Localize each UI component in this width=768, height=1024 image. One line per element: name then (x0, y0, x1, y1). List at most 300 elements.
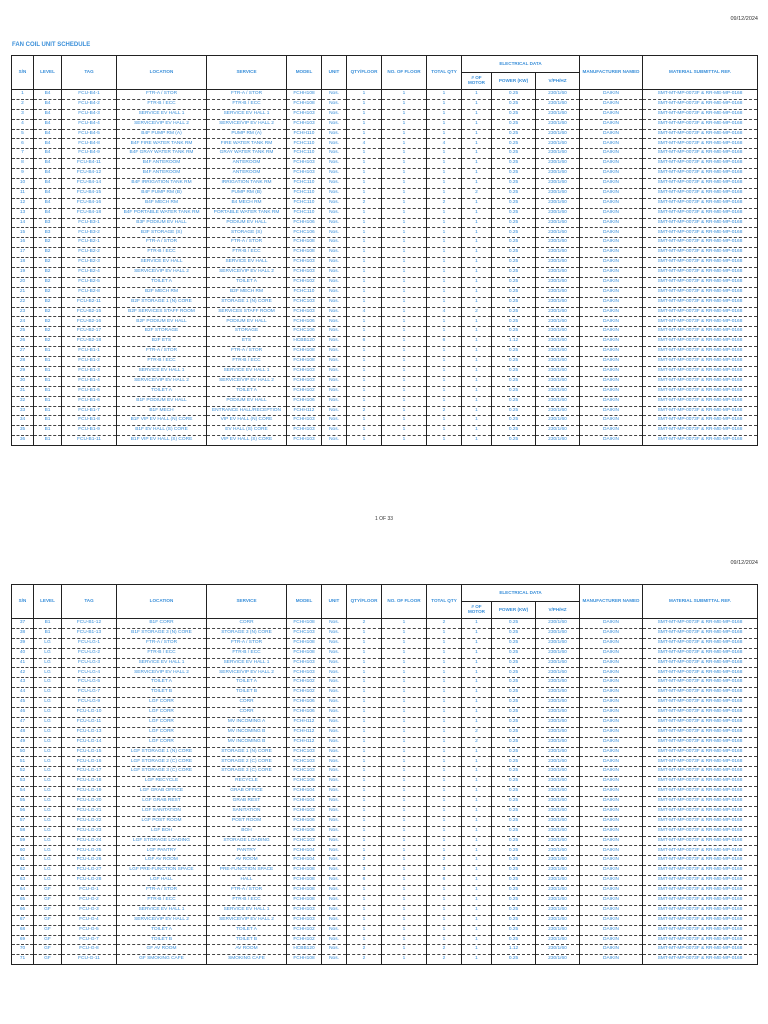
cell-vph: 230/1/60 (536, 757, 580, 767)
header-power: POWER (KW) (492, 602, 536, 619)
cell-unit: Nos. (322, 846, 347, 856)
cell-power: 0.25 (492, 90, 536, 100)
cell-sn: 12 (12, 198, 34, 208)
cell-service: FTR-A / STOR (207, 90, 287, 100)
cell-total-qty: 1 (427, 747, 462, 757)
table-row (12, 238, 758, 248)
cell-service: GRAB REST (207, 797, 287, 807)
cell-vph: 230/1/60 (536, 688, 580, 698)
cell-total-qty: 2 (427, 955, 462, 965)
cell-total-qty: 1 (427, 648, 462, 658)
cell-manufacturer: DAIKIN (580, 99, 643, 109)
cell-unit: Nos. (322, 787, 347, 797)
cell-tag: FCU-B2-5 (62, 277, 117, 287)
cell-service: PANTRY (207, 846, 287, 856)
table-row (12, 866, 758, 876)
cell-qty-floor: 1 (347, 238, 382, 248)
cell-service: CORR (207, 698, 287, 708)
cell-qty-floor: 1 (347, 277, 382, 287)
cell-tag: FCU-LG-16 (62, 757, 117, 767)
cell-sn: 50 (12, 747, 34, 757)
cell-no-floor: 1 (382, 426, 427, 436)
cell-qty-floor: 1 (347, 416, 382, 426)
cell-level: B1 (34, 357, 62, 367)
cell-service: TOILET A (207, 678, 287, 688)
cell-total-qty: 1 (427, 228, 462, 238)
cell-total-qty: 1 (427, 935, 462, 945)
cell-motor: 2 (462, 727, 492, 737)
cell-vph: 230/1/60 (536, 915, 580, 925)
cell-model: FCHH106 (287, 396, 322, 406)
cell-level: LG (34, 668, 62, 678)
cell-vph: 230/1/60 (536, 90, 580, 100)
cell-sn: 60 (12, 846, 34, 856)
cell-service: FTR-B / ECC (207, 895, 287, 905)
cell-motor: 1 (462, 856, 492, 866)
cell-unit: Nos. (322, 436, 347, 446)
cell-service: FTR-A / STOR (207, 347, 287, 357)
cell-vph: 230/1/60 (536, 406, 580, 416)
cell-sn: 25 (12, 327, 34, 337)
cell-service: ENTRANCE HALL/RECEPTION (207, 406, 287, 416)
cell-unit: Nos. (322, 198, 347, 208)
cell-vph: 230/1/60 (536, 169, 580, 179)
cell-manufacturer: DAIKIN (580, 757, 643, 767)
cell-motor: 1 (462, 228, 492, 238)
cell-level: B2 (34, 238, 62, 248)
cell-sn: 5 (12, 129, 34, 139)
cell-location: SERVICE EV HALL 1 (117, 905, 207, 915)
cell-location: FTR-A / STOR (117, 90, 207, 100)
cell-sn: 2 (12, 99, 34, 109)
cell-level: LG (34, 727, 62, 737)
cell-service: TOILET A (207, 386, 287, 396)
cell-power: 0.25 (492, 777, 536, 787)
cell-vph: 230/1/60 (536, 668, 580, 678)
cell-level: GF (34, 945, 62, 955)
cell-location: LGF STORAGE 3 (C) CORE (117, 767, 207, 777)
cell-no-floor: 1 (382, 228, 427, 238)
cell-tag: FCU-LG-26 (62, 856, 117, 866)
cell-unit: Nos. (322, 90, 347, 100)
cell-sn: 38 (12, 628, 34, 638)
cell-location: LGF STORAGE 1 (N) CORE (117, 747, 207, 757)
cell-tag: FCU-B2-11 (62, 297, 117, 307)
cell-service: HALL (207, 876, 287, 886)
cell-model: FCHC106 (287, 228, 322, 238)
cell-total-qty: 1 (427, 238, 462, 248)
cell-total-qty: 1 (427, 708, 462, 718)
cell-unit: Nos. (322, 406, 347, 416)
cell-vph: 230/1/60 (536, 787, 580, 797)
cell-motor: 1 (462, 787, 492, 797)
cell-model: FCHH106 (287, 317, 322, 327)
cell-service: STORAGE 3 (N) CORE (207, 628, 287, 638)
table-row (12, 787, 758, 797)
cell-level: B1 (34, 628, 62, 638)
table-row (12, 218, 758, 228)
cell-submittal: SMT-MT-MP-0073F & RR-ME-MP-0168 (643, 777, 758, 787)
cell-qty-floor: 1 (347, 159, 382, 169)
cell-manufacturer: DAIKIN (580, 406, 643, 416)
cell-qty-floor: 1 (347, 826, 382, 836)
table-row (12, 149, 758, 159)
cell-vph: 230/1/60 (536, 337, 580, 347)
cell-vph: 230/1/60 (536, 327, 580, 337)
header-location: LOCATION (117, 585, 207, 619)
cell-location: LGF GRAB REST (117, 797, 207, 807)
cell-sn: 55 (12, 797, 34, 807)
cell-model: FCHC110 (287, 179, 322, 189)
cell-power: 0.25 (492, 886, 536, 896)
cell-vph: 230/1/60 (536, 238, 580, 248)
cell-unit: Nos. (322, 268, 347, 278)
cell-total-qty: 1 (427, 416, 462, 426)
cell-submittal: SMT-MT-MP-0073F & RR-ME-MP-0168 (643, 90, 758, 100)
cell-motor: 1 (462, 248, 492, 258)
cell-vph: 230/1/60 (536, 658, 580, 668)
cell-service: PODIUM EV HALL (207, 218, 287, 228)
cell-tag: FCU-B4-2 (62, 99, 117, 109)
cell-unit: Nos. (322, 376, 347, 386)
cell-model: FCHH102 (287, 277, 322, 287)
cell-vph: 230/1/60 (536, 277, 580, 287)
cell-qty-floor: 1 (347, 797, 382, 807)
cell-location: TOILET A (117, 277, 207, 287)
cell-tag: FCU-B4-18 (62, 208, 117, 218)
cell-level: B1 (34, 436, 62, 446)
cell-power: 0.25 (492, 915, 536, 925)
cell-unit: Nos. (322, 99, 347, 109)
table-row (12, 119, 758, 129)
cell-service: ETS (207, 337, 287, 347)
cell-sn: 46 (12, 708, 34, 718)
cell-model: FCHH103 (287, 258, 322, 268)
cell-service: FTR-A / STOR (207, 238, 287, 248)
cell-no-floor: 1 (382, 436, 427, 446)
cell-no-floor: 1 (382, 396, 427, 406)
cell-motor: 1 (462, 945, 492, 955)
cell-motor: 1 (462, 119, 492, 129)
cell-no-floor: 1 (382, 777, 427, 787)
cell-qty-floor: 1 (347, 638, 382, 648)
cell-model: FCHH104 (287, 787, 322, 797)
cell-level: B1 (34, 406, 62, 416)
cell-service: TOILET A (207, 925, 287, 935)
cell-submittal: SMT-MT-MP-0073F & RR-ME-MP-0168 (643, 935, 758, 945)
cell-motor: 1 (462, 955, 492, 965)
cell-manufacturer: DAIKIN (580, 886, 643, 896)
header-unit: UNIT (322, 56, 347, 90)
table-row (12, 198, 758, 208)
cell-submittal: SMT-MT-MP-0073F & RR-ME-MP-0168 (643, 658, 758, 668)
cell-service: SERVICE EV HALL (207, 258, 287, 268)
cell-level: B2 (34, 297, 62, 307)
cell-manufacturer: DAIKIN (580, 159, 643, 169)
cell-submittal: SMT-MT-MP-0073F & RR-ME-MP-0168 (643, 327, 758, 337)
cell-total-qty: 1 (427, 806, 462, 816)
cell-level: B4 (34, 119, 62, 129)
cell-tag: FCU-B2-15 (62, 307, 117, 317)
cell-submittal: SMT-MT-MP-0073F & RR-ME-MP-0168 (643, 895, 758, 905)
cell-total-qty: 3 (427, 866, 462, 876)
cell-power: 0.25 (492, 708, 536, 718)
cell-manufacturer: DAIKIN (580, 767, 643, 777)
cell-power: 0.25 (492, 327, 536, 337)
cell-power: 0.25 (492, 198, 536, 208)
table-row (12, 945, 758, 955)
cell-power: 0.25 (492, 109, 536, 119)
cell-level: GF (34, 915, 62, 925)
cell-motor: 1 (462, 208, 492, 218)
cell-unit: Nos. (322, 109, 347, 119)
cell-unit: Nos. (322, 258, 347, 268)
table-row (12, 886, 758, 896)
cell-power: 0.25 (492, 619, 536, 629)
cell-model: FCHH103 (287, 159, 322, 169)
cell-power: 0.25 (492, 846, 536, 856)
cell-location: FTR-A / STOR (117, 638, 207, 648)
cell-manufacturer: DAIKIN (580, 277, 643, 287)
cell-power: 0.25 (492, 905, 536, 915)
cell-model: FCHH108 (287, 876, 322, 886)
header-level: LEVEL (34, 56, 62, 90)
cell-unit: Nos. (322, 169, 347, 179)
cell-level: B3 (34, 218, 62, 228)
cell-submittal: SMT-MT-MP-0073F & RR-ME-MP-0168 (643, 668, 758, 678)
cell-sn: 69 (12, 935, 34, 945)
cell-service: STORAGE 2 (C) CORE (207, 757, 287, 767)
cell-vph: 230/1/60 (536, 856, 580, 866)
table-row (12, 307, 758, 317)
cell-qty-floor: 2 (347, 955, 382, 965)
cell-level: B1 (34, 426, 62, 436)
cell-location: B2F MECH RM (117, 287, 207, 297)
cell-no-floor: 1 (382, 159, 427, 169)
cell-unit: Nos. (322, 658, 347, 668)
cell-tag: FCU-B4-16 (62, 198, 117, 208)
cell-manufacturer: DAIKIN (580, 816, 643, 826)
cell-no-floor: 1 (382, 757, 427, 767)
cell-power: 0.25 (492, 895, 536, 905)
cell-location: B1F PODIUM EV HALL (117, 396, 207, 406)
cell-motor: 1 (462, 638, 492, 648)
cell-level: B4 (34, 139, 62, 149)
cell-submittal: SMT-MT-MP-0073F & RR-ME-MP-0168 (643, 386, 758, 396)
cell-level: B2 (34, 327, 62, 337)
cell-no-floor: 1 (382, 747, 427, 757)
cell-location: SERVICE EV HALL 1 (117, 658, 207, 668)
cell-model: FCHH103 (287, 436, 322, 446)
cell-submittal: SMT-MT-MP-0073F & RR-ME-MP-0168 (643, 317, 758, 327)
cell-motor: 1 (462, 139, 492, 149)
cell-motor: 1 (462, 836, 492, 846)
table-row (12, 327, 758, 337)
cell-total-qty: 1 (427, 357, 462, 367)
cell-no-floor: 1 (382, 876, 427, 886)
cell-motor: 1 (462, 376, 492, 386)
cell-no-floor: 1 (382, 945, 427, 955)
cell-vph: 230/1/60 (536, 119, 580, 129)
cell-location: FTR-B / ECC (117, 357, 207, 367)
cell-qty-floor: 1 (347, 935, 382, 945)
cell-unit: Nos. (322, 708, 347, 718)
cell-qty-floor: 1 (347, 717, 382, 727)
cell-model: FCHH108 (287, 886, 322, 896)
cell-qty-floor: 1 (347, 179, 382, 189)
cell-sn: 61 (12, 856, 34, 866)
cell-level: LG (34, 648, 62, 658)
cell-no-floor: 1 (382, 238, 427, 248)
cell-manufacturer: DAIKIN (580, 268, 643, 278)
cell-location: B2F STORAGE (117, 327, 207, 337)
cell-no-floor: 1 (382, 628, 427, 638)
cell-qty-floor: 1 (347, 317, 382, 327)
cell-level: B2 (34, 337, 62, 347)
cell-model: FCHH102 (287, 678, 322, 688)
cell-total-qty: 1 (427, 90, 462, 100)
cell-submittal: SMT-MT-MP-0073F & RR-ME-MP-0168 (643, 337, 758, 347)
cell-no-floor: 1 (382, 836, 427, 846)
cell-manufacturer: DAIKIN (580, 628, 643, 638)
cell-vph: 230/1/60 (536, 347, 580, 357)
cell-qty-floor: 1 (347, 109, 382, 119)
cell-tag: FCU-B4-8 (62, 139, 117, 149)
cell-power: 0.25 (492, 727, 536, 737)
cell-vph: 230/1/60 (536, 648, 580, 658)
cell-sn: 4 (12, 119, 34, 129)
table-row (12, 139, 758, 149)
cell-motor: 1 (462, 628, 492, 638)
cell-manufacturer: DAIKIN (580, 188, 643, 198)
cell-total-qty: 1 (427, 757, 462, 767)
table-row (12, 386, 758, 396)
cell-service: FTR-A / STOR (207, 638, 287, 648)
cell-location: B1F EV HALL (S) CORE (117, 426, 207, 436)
cell-power: 0.25 (492, 935, 536, 945)
cell-submittal: SMT-MT-MP-0073F & RR-ME-MP-0168 (643, 628, 758, 638)
cell-no-floor: 1 (382, 638, 427, 648)
cell-power: 0.25 (492, 826, 536, 836)
cell-submittal: SMT-MT-MP-0073F & RR-ME-MP-0168 (643, 619, 758, 629)
cell-manufacturer: DAIKIN (580, 129, 643, 139)
cell-vph: 230/1/60 (536, 876, 580, 886)
schedule-rows (12, 90, 758, 446)
cell-level: B2 (34, 258, 62, 268)
cell-tag: FCU-B1-5 (62, 386, 117, 396)
cell-no-floor: 1 (382, 109, 427, 119)
cell-no-floor: 1 (382, 198, 427, 208)
cell-no-floor: 1 (382, 327, 427, 337)
header-vph: V/PH/HZ (536, 73, 580, 90)
cell-tag: FCU-LG-23 (62, 826, 117, 836)
cell-location: LGF CORR (117, 737, 207, 747)
cell-total-qty: 1 (427, 179, 462, 189)
cell-qty-floor: 2 (347, 406, 382, 416)
cell-service: CORR (207, 619, 287, 629)
cell-no-floor: 1 (382, 268, 427, 278)
cell-submittal: SMT-MT-MP-0073F & RR-ME-MP-0168 (643, 268, 758, 278)
cell-qty-floor: 1 (347, 777, 382, 787)
cell-sn: 27 (12, 347, 34, 357)
cell-service: TOILET A (207, 277, 287, 287)
cell-motor: 1 (462, 287, 492, 297)
cell-qty-floor: 3 (347, 866, 382, 876)
header-submittal: MATERIAL SUBMITTAL REF. (643, 56, 758, 90)
table-row (12, 337, 758, 347)
cell-total-qty: 1 (427, 248, 462, 258)
cell-model: FCHH103 (287, 376, 322, 386)
cell-power: 0.25 (492, 426, 536, 436)
cell-service: RECYCLE (207, 777, 287, 787)
cell-motor: 1 (462, 386, 492, 396)
cell-manufacturer: DAIKIN (580, 139, 643, 149)
cell-manufacturer: DAIKIN (580, 955, 643, 965)
cell-model: FCHH110 (287, 129, 322, 139)
cell-motor: 1 (462, 648, 492, 658)
table-row (12, 648, 758, 658)
cell-no-floor: 1 (382, 806, 427, 816)
cell-submittal: SMT-MT-MP-0073F & RR-ME-MP-0168 (643, 198, 758, 208)
cell-location: LGF STORAGE 2 (C) CORE (117, 757, 207, 767)
cell-total-qty: 1 (427, 396, 462, 406)
header-manufacturer: MANUFACTURER NAMED (580, 56, 643, 90)
cell-level: B2 (34, 268, 62, 278)
cell-model: FCHH103 (287, 426, 322, 436)
cell-tag: FCU-LG-17 (62, 767, 117, 777)
cell-unit: Nos. (322, 747, 347, 757)
cell-tag: FCU-B1-11 (62, 436, 117, 446)
cell-level: B2 (34, 277, 62, 287)
cell-manufacturer: DAIKIN (580, 357, 643, 367)
cell-vph: 230/1/60 (536, 638, 580, 648)
cell-unit: Nos. (322, 915, 347, 925)
header-qty-floor: QTY/FLOOR (347, 585, 382, 619)
cell-service: VIP EV HALL (S) CORE (207, 436, 287, 446)
cell-tag: FCU-G-7 (62, 935, 117, 945)
cell-submittal: SMT-MT-MP-0073F & RR-ME-MP-0168 (643, 708, 758, 718)
cell-qty-floor: 1 (347, 806, 382, 816)
cell-location: LGF STORAGE LOADING (117, 836, 207, 846)
cell-location: LGF SANITATION (117, 806, 207, 816)
cell-manufacturer: DAIKIN (580, 945, 643, 955)
cell-manufacturer: DAIKIN (580, 109, 643, 119)
cell-manufacturer: DAIKIN (580, 386, 643, 396)
cell-submittal: SMT-MT-MP-0073F & RR-ME-MP-0168 (643, 179, 758, 189)
cell-model: FCHH103 (287, 119, 322, 129)
cell-level: B1 (34, 386, 62, 396)
cell-no-floor: 1 (382, 307, 427, 317)
cell-total-qty: 1 (427, 767, 462, 777)
cell-no-floor: 1 (382, 826, 427, 836)
cell-manufacturer: DAIKIN (580, 668, 643, 678)
cell-qty-floor: 4 (347, 307, 382, 317)
cell-manufacturer: DAIKIN (580, 658, 643, 668)
cell-power: 0.25 (492, 767, 536, 777)
cell-total-qty: 6 (427, 876, 462, 886)
cell-model: FCHC110 (287, 149, 322, 159)
cell-tag: FCU-B4-3 (62, 109, 117, 119)
cell-motor: 1 (462, 708, 492, 718)
schedule-rows (12, 619, 758, 965)
cell-vph: 230/1/60 (536, 866, 580, 876)
cell-level: B2 (34, 317, 62, 327)
table-row (12, 436, 758, 446)
cell-total-qty: 2 (427, 945, 462, 955)
table-row (12, 90, 758, 100)
cell-level: B1 (34, 366, 62, 376)
header-model: MODEL (287, 585, 322, 619)
